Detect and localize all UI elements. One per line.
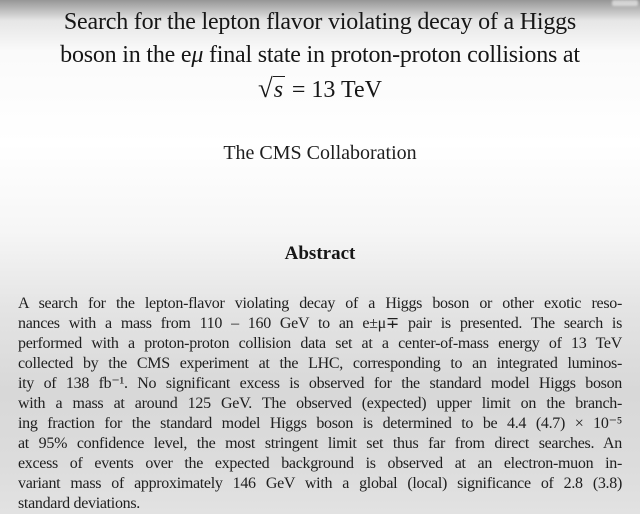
mu-symbol: μ <box>191 42 204 68</box>
sqrt-icon: √ <box>258 73 273 103</box>
abstract-line: with a mass at around 125 GeV. The observed (expected) upper limit on the branch- <box>18 395 622 412</box>
abstract-line: standard deviations. <box>18 495 140 512</box>
abstract-line: ing fraction for the standard model Higgs boson is determined to be 4.4 (4.7) × 10⁻⁵ <box>18 415 622 432</box>
sqrt-argument: s <box>273 77 284 103</box>
abstract-line: excess of events over the expected background is observed at an electron-muon in- <box>18 455 622 472</box>
paper-title-line2 <box>0 39 640 72</box>
paper-title-line2-prefix: boson in the e <box>60 42 192 68</box>
abstract-body <box>18 294 622 514</box>
abstract-line: collected by the CMS experiment at the LHC, corresponding to an integrated luminos- <box>18 355 622 372</box>
abstract-line: at 95% confidence level, the most stringent limit set thus far from direct searches. An <box>18 435 622 452</box>
energy-value: = 13 TeV <box>291 77 382 103</box>
paper-title <box>0 6 640 107</box>
paper-title-line2-suffix: final state in proton-proton collisions at <box>203 42 580 68</box>
abstract-line: ity of 138 fb⁻¹. No significant excess is observed for the standard model Higgs boson <box>18 375 622 392</box>
abstract-line: A search for the lepton-flavor violating decay of a Higgs boson or other exotic reso- <box>18 295 622 312</box>
abstract-line: performed with a proton-proton collision data set at a center-of-mass energy of 13 TeV <box>18 335 622 352</box>
paper-title-energy-line <box>0 72 640 107</box>
author-line: The CMS Collaboration <box>223 142 417 164</box>
abstract-line: nances with a mass from 110 – 160 GeV to an e±μ∓ pair is presented. The search is <box>18 315 622 332</box>
abstract-line: variant mass of approximately 146 GeV with a global (local) significance of 2.8 (3.8) <box>18 475 622 492</box>
abstract-heading: Abstract <box>284 243 356 264</box>
paper-title-line1: Search for the lepton flavor violating decay of a Higgs <box>63 9 577 35</box>
